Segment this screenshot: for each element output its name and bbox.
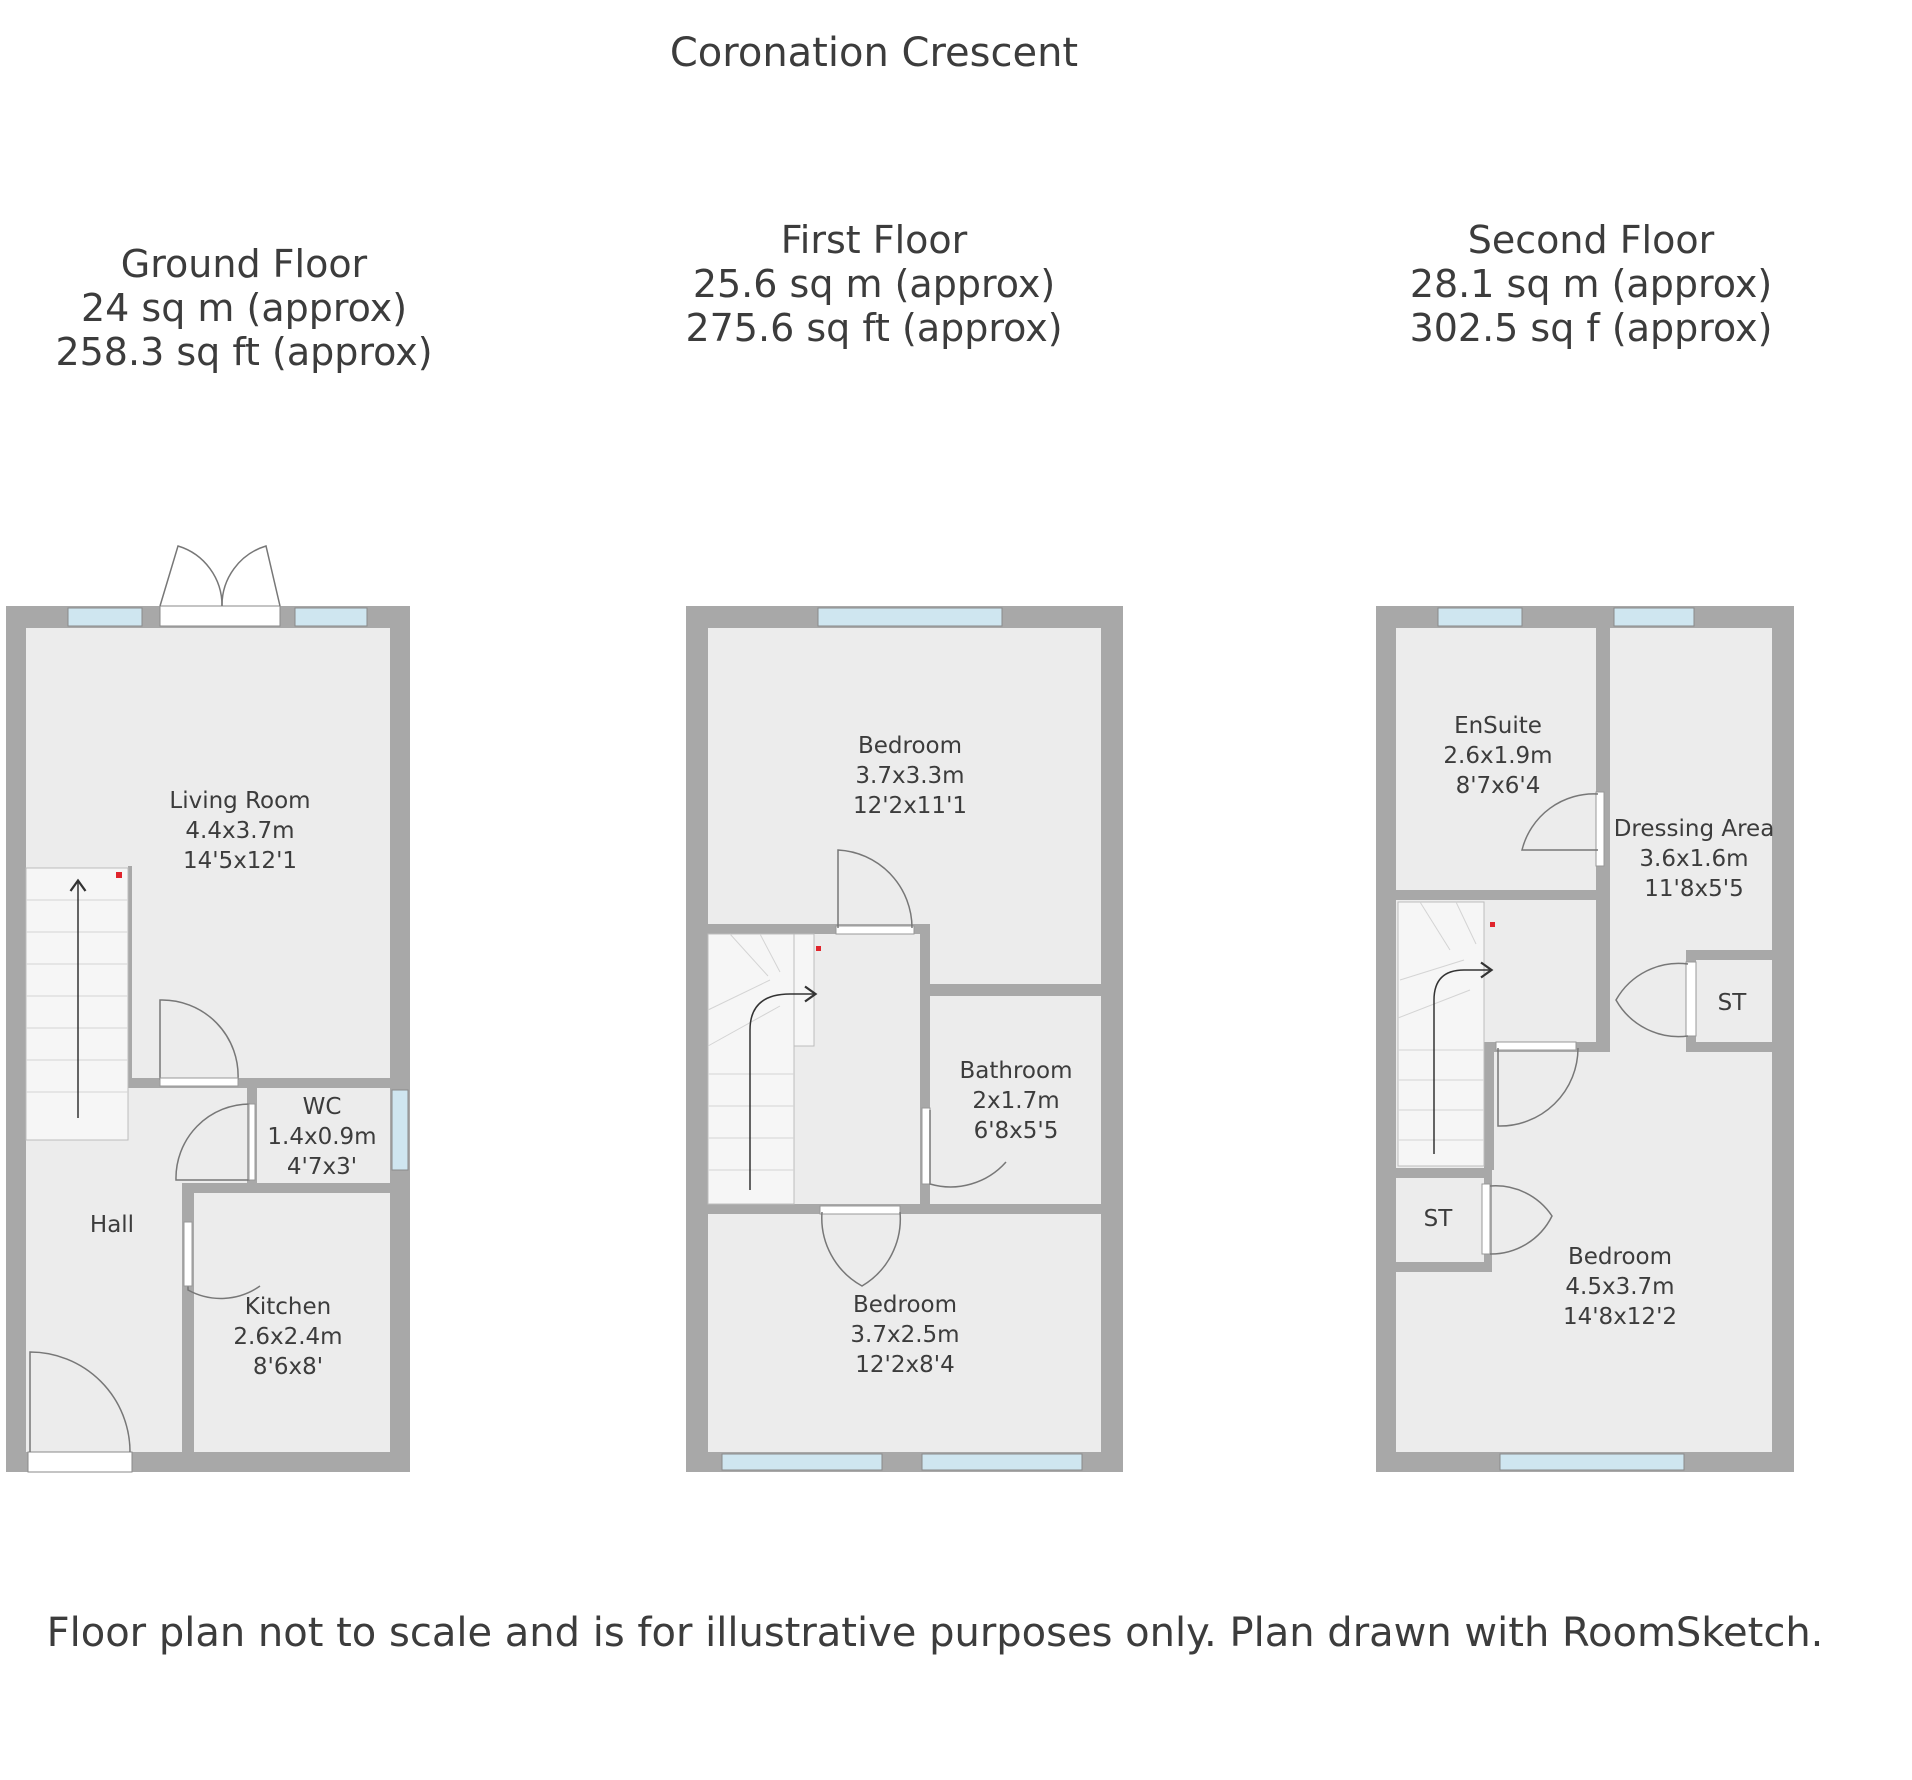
first-bottom-window-left (722, 1454, 882, 1470)
st1-door-frame (1482, 1184, 1490, 1254)
bedroom2-metric: 3.7x2.5m (850, 1322, 960, 1348)
property-title: Coronation Crescent (669, 30, 1079, 76)
dressing-area-imperial: 11'8x5'5 (1644, 876, 1744, 902)
bathroom-top-wall (920, 984, 1101, 996)
bedroom2-label: Bedroom (852, 1292, 958, 1318)
ground-stairs (26, 868, 128, 1140)
st1-bottom-wall (1396, 1262, 1492, 1272)
st2-door-frame (1686, 962, 1696, 1036)
second-floor-area-metric: 28.1 sq m (approx) (1409, 262, 1773, 306)
wc-door-frame (249, 1104, 255, 1180)
front-door-frame (28, 1452, 132, 1472)
storage-label-left: ST (1423, 1206, 1453, 1232)
second-bedroom-metric: 4.5x3.7m (1565, 1274, 1675, 1300)
ground-floor-name: Ground Floor (120, 242, 368, 286)
ground-marker-dot (116, 872, 122, 878)
living-room-label: Living Room (169, 788, 311, 814)
living-room-door-frame (160, 1078, 238, 1086)
first-floor-name: First Floor (780, 218, 968, 262)
first-floor-plan (686, 606, 1123, 1472)
bathroom-door-frame (922, 1108, 930, 1184)
stair-partition (128, 866, 132, 1086)
bedroom2-top-wall (708, 1204, 1101, 1214)
first-top-window (818, 608, 1002, 626)
wc-label: WC (302, 1094, 342, 1120)
bedroom2-imperial: 12'2x8'4 (855, 1352, 955, 1378)
ground-window-left (68, 608, 142, 626)
bathroom-metric: 2x1.7m (972, 1088, 1060, 1114)
bedroom2-door-frame (820, 1206, 900, 1214)
hall-label: Hall (89, 1212, 135, 1238)
wc-metric: 1.4x0.9m (267, 1124, 377, 1150)
first-marker-dot (816, 946, 821, 951)
second-marker-dot (1490, 922, 1495, 927)
first-floor-area-imperial: 275.6 sq ft (approx) (685, 306, 1063, 350)
bedroom1-imperial: 12'2x11'1 (852, 793, 968, 819)
bedroom1-label: Bedroom (857, 733, 963, 759)
dressing-area-metric: 3.6x1.6m (1639, 846, 1749, 872)
dressing-area-label: Dressing Area (1613, 816, 1775, 842)
ensuite-metric: 2.6x1.9m (1443, 743, 1553, 769)
living-room-imperial: 14'5x12'1 (182, 848, 298, 874)
ground-floor-area-imperial: 258.3 sq ft (approx) (55, 330, 433, 374)
french-door-frame (160, 606, 280, 626)
ensuite-door-frame (1596, 792, 1604, 866)
first-floor-area-metric: 25.6 sq m (approx) (692, 262, 1056, 306)
wc-window (392, 1090, 408, 1170)
kitchen-top-wall (182, 1183, 390, 1193)
wc-imperial: 4'7x3' (286, 1154, 358, 1180)
kitchen-metric: 2.6x2.4m (233, 1324, 343, 1350)
ground-window-right (295, 608, 367, 626)
ground-floor-area-metric: 24 sq m (approx) (80, 286, 408, 330)
second-bedroom-window (1500, 1454, 1684, 1470)
st2-top-wall (1686, 950, 1772, 960)
living-room-metric: 4.4x3.7m (185, 818, 295, 844)
french-door-right (222, 546, 280, 606)
second-floor-area-imperial: 302.5 sq f (approx) (1409, 306, 1773, 350)
bathroom-imperial: 6'8x5'5 (973, 1118, 1059, 1144)
kitchen-door-frame (184, 1222, 192, 1286)
ground-floor-plan (6, 546, 410, 1472)
bedroom1-metric: 3.7x3.3m (855, 763, 965, 789)
kitchen-label: Kitchen (244, 1294, 332, 1320)
disclaimer-footer: Floor plan not to scale and is for illustrative purposes only. Plan drawn with RoomSketch. (46, 1610, 1824, 1656)
bathroom-label: Bathroom (959, 1058, 1073, 1084)
ensuite-bottom-wall (1396, 890, 1596, 900)
first-bottom-window-right (922, 1454, 1082, 1470)
st2-bottom-wall (1686, 1042, 1772, 1052)
stair-right-wall (1484, 1042, 1494, 1170)
second-bedroom-label: Bedroom (1567, 1244, 1673, 1270)
ensuite-window (1438, 608, 1522, 626)
st1-top-wall (1396, 1168, 1490, 1178)
storage-label-right: ST (1717, 990, 1747, 1016)
ensuite-imperial: 8'7x6'4 (1455, 773, 1541, 799)
french-door-left (160, 546, 222, 606)
kitchen-imperial: 8'6x8' (252, 1354, 324, 1380)
bedroom1-door-frame (836, 926, 914, 934)
second-bedroom-imperial: 14'8x12'2 (1562, 1304, 1678, 1330)
ensuite-label: EnSuite (1454, 713, 1542, 739)
second-floor-plan (1376, 606, 1794, 1472)
second-floor-name: Second Floor (1467, 218, 1715, 262)
second-stairs (1398, 902, 1490, 1166)
dressing-window (1614, 608, 1694, 626)
second-bedroom-door-frame (1496, 1042, 1576, 1050)
